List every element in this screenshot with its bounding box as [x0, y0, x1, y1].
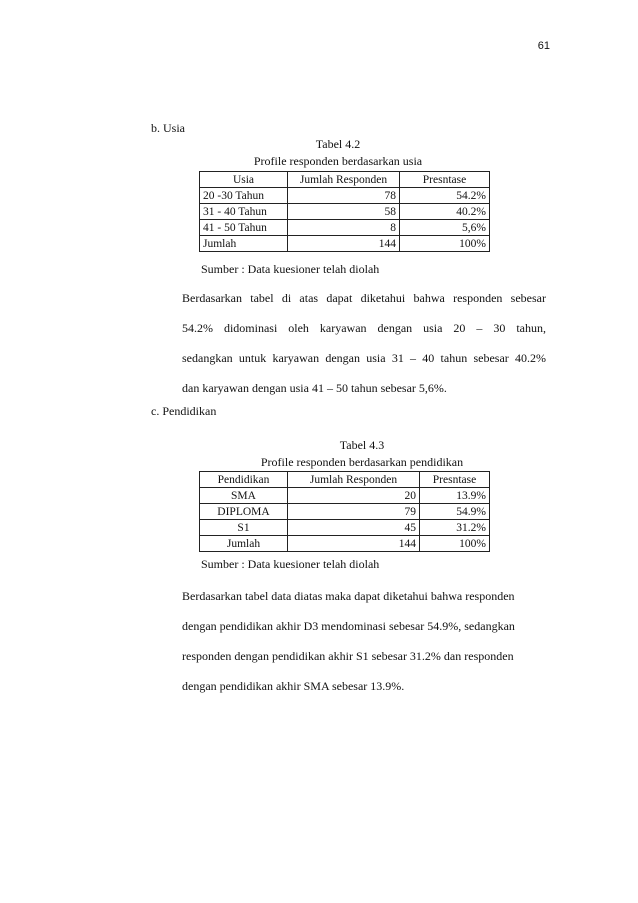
table-row: [200, 520, 490, 536]
section-heading-usia: b. Usia: [151, 121, 185, 135]
column-header: Jumlah Responden: [288, 472, 420, 488]
table-cell: SMA: [200, 488, 288, 504]
page-number: 61: [537, 40, 550, 52]
table-row: [200, 504, 490, 520]
table-title-4-2: Tabel 4.2: [315, 137, 361, 151]
table-cell: 45: [288, 520, 420, 536]
section-heading-pendidikan: c. Pendidikan: [151, 404, 217, 418]
column-header: Presntase: [420, 472, 490, 488]
table-source-4-3: Sumber : Data kuesioner telah diolah: [201, 557, 380, 571]
table-cell: 41 - 50 Tahun: [200, 220, 288, 236]
table-total-row: [200, 536, 490, 552]
table-cell: 144: [288, 536, 420, 552]
paragraph-line: sedangkan untuk karyawan dengan usia 31 – 40 tahun sebesar 40.2%: [182, 351, 546, 365]
table-usia: [199, 171, 490, 252]
table-cell: 54.2%: [400, 188, 490, 204]
column-header: Usia: [200, 172, 288, 188]
table-source-4-2: Sumber : Data kuesioner telah diolah: [201, 262, 380, 276]
paragraph-line: dengan pendidikan akhir D3 mendominasi sebesar 54.9%, sedangkan: [182, 619, 515, 633]
table-caption-4-3: Profile responden berdasarkan pendidikan: [260, 455, 464, 469]
paragraph-line: dan karyawan dengan usia 41 – 50 tahun sebesar 5,6%.: [182, 381, 447, 395]
table-cell: 40.2%: [400, 204, 490, 220]
table-pendidikan: [199, 471, 490, 552]
table-cell: 79: [288, 504, 420, 520]
table-cell: 31 - 40 Tahun: [200, 204, 288, 220]
table-cell: 58: [288, 204, 400, 220]
table-cell: 20: [288, 488, 420, 504]
table-cell: DIPLOMA: [200, 504, 288, 520]
column-header: Jumlah Responden: [288, 172, 400, 188]
paragraph-usia: [182, 283, 546, 403]
table-cell: 100%: [420, 536, 490, 552]
table-cell: 5,6%: [400, 220, 490, 236]
paragraph-line: 54.2% didominasi oleh karyawan dengan usia 20 – 30 tahun,: [182, 321, 546, 335]
column-header: Pendidikan: [200, 472, 288, 488]
paragraph-line: dengan pendidikan akhir SMA sebesar 13.9%.: [182, 679, 405, 693]
table-cell: 8: [288, 220, 400, 236]
table-cell: 20 -30 Tahun: [200, 188, 288, 204]
table-cell: 78: [288, 188, 400, 204]
table-caption-4-2: Profile responden berdasarkan usia: [253, 154, 423, 168]
table-total-row: [200, 236, 490, 252]
table-cell: 100%: [400, 236, 490, 252]
table-cell: S1: [200, 520, 288, 536]
table-row: [200, 204, 490, 220]
paragraph-line: Berdasarkan tabel di atas dapat diketahui bahwa responden sebesar: [182, 291, 546, 305]
table-cell: 13.9%: [420, 488, 490, 504]
column-header: Presntase: [400, 172, 490, 188]
table-row: [200, 188, 490, 204]
table-cell: Jumlah: [200, 536, 288, 552]
table-cell: 31.2%: [420, 520, 490, 536]
table-header-row: [200, 172, 490, 188]
table-cell: Jumlah: [200, 236, 288, 252]
paragraph-pendidikan: [182, 581, 546, 701]
table-row: [200, 488, 490, 504]
paragraph-line: Berdasarkan tabel data diatas maka dapat diketahui bahwa responden: [182, 589, 515, 603]
table-cell: 144: [288, 236, 400, 252]
table-cell: 54.9%: [420, 504, 490, 520]
table-row: [200, 220, 490, 236]
paragraph-line: responden dengan pendidikan akhir S1 sebesar 31.2% dan responden: [182, 649, 514, 663]
table-title-4-3: Tabel 4.3: [339, 438, 385, 452]
table-header-row: [200, 472, 490, 488]
